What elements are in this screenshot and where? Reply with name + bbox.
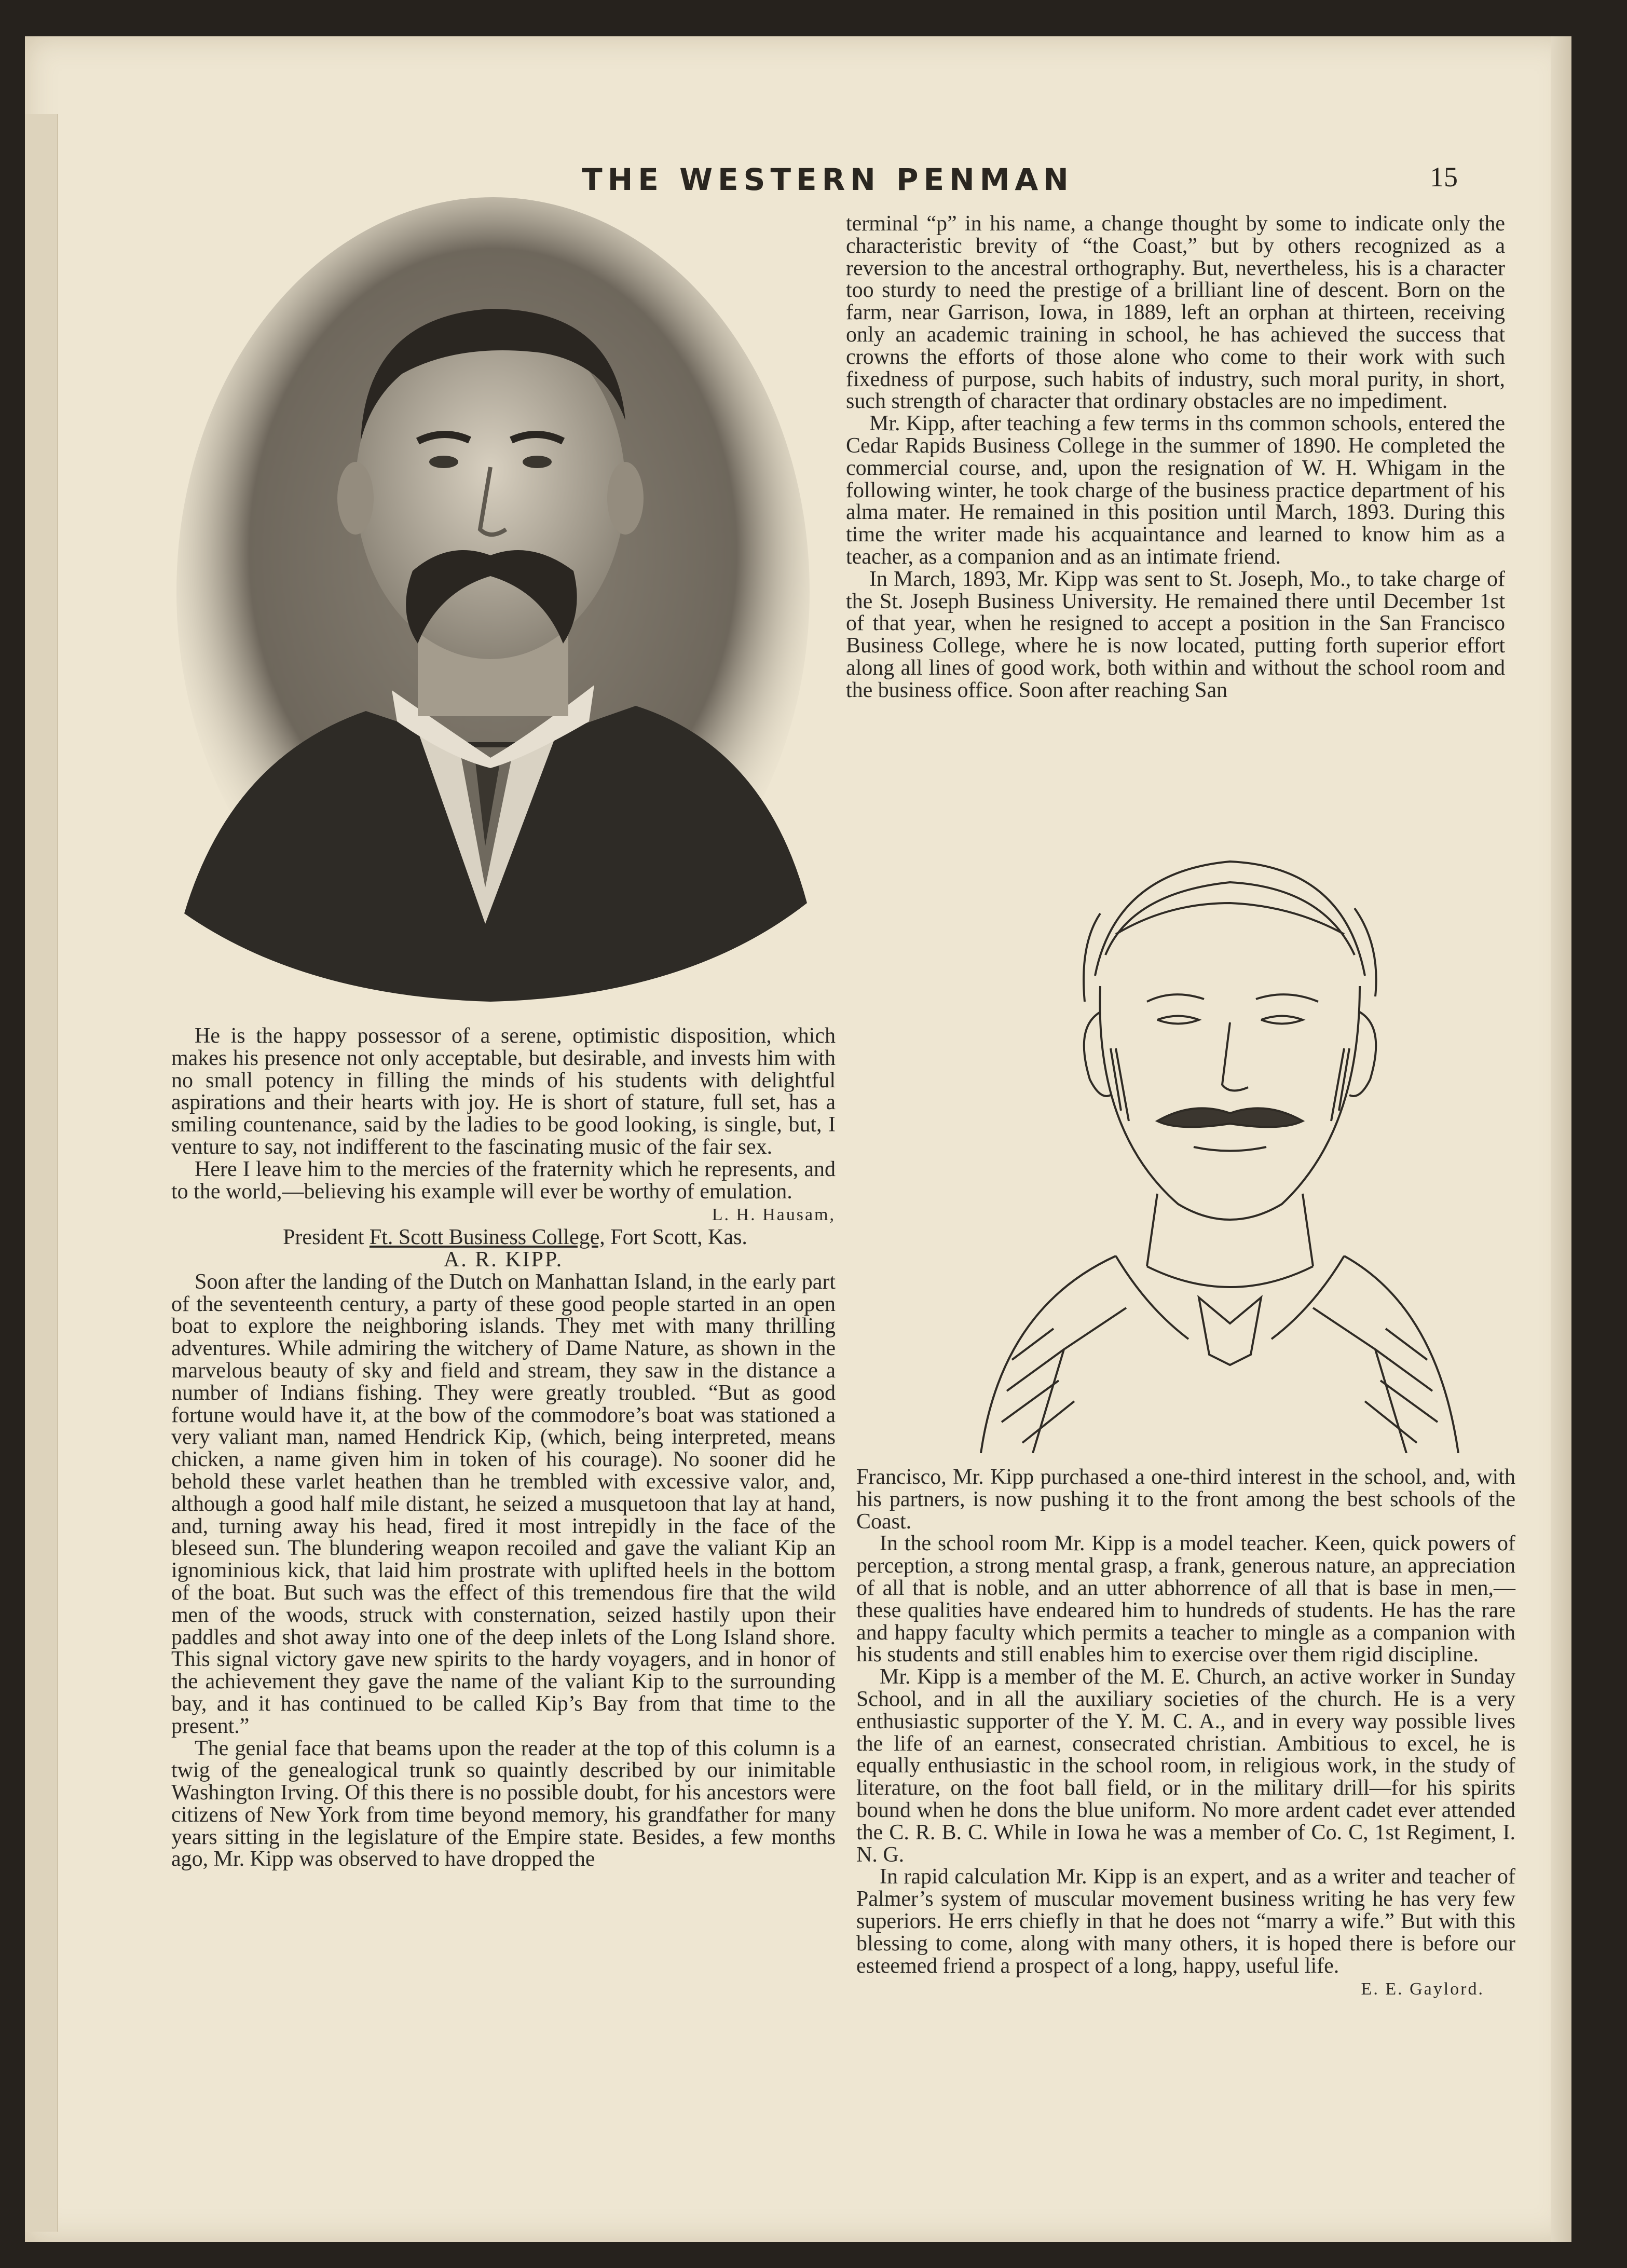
page-edge (1551, 36, 1571, 2242)
body-paragraph: In rapid calculation Mr. Kipp is an expert, and as a writer and teacher of Palmer’s system of muscular movement business writing he has very few superiors. He errs chiefly in that he does not “marry a wife.” But with this blessing to come, along with many others, it is hoped there is before our esteemed friend a prospect of a long, happy, useful life. (856, 1865, 1515, 1978)
body-paragraph: Mr. Kipp, after teaching a few terms in ths common schools, entered the Cedar Rapids Business College in the summer of 1890. He completed the commercial course, and, upon the resignation of W. H. Whigam in the following winter, he took charge of the business practice department of his alma mater. He remained in this position until March, 1893. During this time the writer made his acquaintance and learned to know him as a teacher, as a companion and as an intimate friend. (846, 412, 1505, 569)
body-paragraph: The genial face that beams upon the reader at the top of this column is a twig of the genealogical trunk so quaintly described by our inimitable Washington Irving. Of this there is no possible doubt, for his ancestors were citizens of New York from time beyond memory, his grandfather for many years sitting in the legislature of the Empire state. Besides, a few months ago, Mr. Kipp was observed to have dropped the (171, 1736, 836, 1871)
binding-margin (25, 114, 58, 2232)
body-paragraph: Here I leave him to the mercies of the fraternity which he represents, and to the world,—believing his example will ever be worthy of emulation. (171, 1157, 836, 1204)
body-paragraph: Soon after the landing of the Dutch on Manhattan Island, in the early part of the seventeenth century, a party of these good people started in an open boat to explore the neighboring islands. They met with many thrilling adventures. While admiring the witchery of Dame Nature, as shown in the marvelous beauty of sky and field and stream, they saw in the distance a number of Indians fishing. They were greatly troubled. “But as good fortune would have it, at the bow of the commodore’s boat was stationed a very valiant man, named Hendrick Kip, (which, being interpreted, means chicken, a name given him in token of his courage). No sooner did he behold these varlet heathen than he trembled with excessive valor, and, although a good half mile distant, he seized a musquetoon that lay at hand, and, turning away his head, fired it most intrepidly in the face of the bleseed sun. The blundering weapon recoiled and gave the valiant Kip an ignominious kick, that laid him prostrate with uplifted heels in the bottom of the boat. But such was the effect of this tremendous fire that the wild men of the woods, struck with consternation, seized hastily upon their paddles and shot away into one of the deep inlets of the Long Island shore. This signal victory gave new spirits to the hardy voyagers, and in honor of the achievement they gave the name of the valiant Kip to the surrounding bay, and it has continued to be called Kip’s Bay from that time to the present.” (171, 1269, 836, 1738)
left-column (171, 1025, 836, 1870)
author-affiliation: President Ft. Scott Business College, Fort Scott, Kas. (283, 1225, 747, 1250)
page-number: 15 (1430, 161, 1458, 193)
body-paragraph: Francisco, Mr. Kipp purchased a one-third interest in the school, and, with his partners, is now pushing it to the front among the best schools of the Coast. (856, 1465, 1515, 1534)
author-signature: E. E. Gaylord. (1361, 1979, 1484, 1999)
kipp-portrait-sketch (960, 841, 1479, 1453)
hausam-portrait-photo (169, 197, 817, 1007)
author-signature: L. H. Hausam, (712, 1205, 836, 1225)
body-paragraph: terminal “p” in his name, a change thought by some to indicate only the characteristic brevity of “the Coast,” but by others recognized as a reversion to the ancestral orthography. But, nevertheless, his is a character too sturdy to need the prestige of a brilliant line of descent. Born on the farm, near Garrison, Iowa, in 1889, left an orphan at thirteen, receiving only an academic training in school, he has achieved the success that crowns the efforts of those alone who come to their work with such fixedness of purpose, such habits of industry, such moral purity, in short, such strength of character that ordinary obstacles are no impediment. (846, 212, 1505, 414)
masthead: THE WESTERN PENMAN (582, 162, 1074, 197)
body-paragraph: In March, 1893, Mr. Kipp was sent to St. Joseph, Mo., to take charge of the St. Joseph Business University. He remained there until December 1st of that year, when he resigned to accept a position in the San Francisco Business College, where he is now located, putting forth superior effort along all lines of good work, both within and without the school room and the business office. Soon after reaching San (846, 567, 1505, 702)
right-column-top (846, 213, 1505, 702)
right-column-bottom (856, 1466, 1515, 2001)
body-paragraph: Mr. Kipp is a member of the M. E. Church, an active worker in Sunday School, and in all the auxiliary societies of the church. He is a very enthusiastic supporter of the Y. M. C. A., and in every way possible lives the life of an earnest, consecrated christian. Ambitious to excel, he is equally enthusiastic in the school room, in religious work, in the study of literature, on the foot ball field, or in the military drill—for his spirits bound when he dons the blue uniform. No more ardent cadet ever attended the C. R. B. C. While in Iowa he was a member of Co. C, 1st Regiment, I. N. G. (856, 1665, 1515, 1867)
body-paragraph: He is the happy possessor of a serene, optimistic disposition, which makes his presence not only acceptable, but desirable, and invests him with no small potency in filling the minds of his students with delightful aspirations and their hearts with joy. He is short of stature, full set, has a smiling countenance, said by the ladies to be good looking, is single, but, I venture to say, not indifferent to the fascinating music of the fair sex. (171, 1024, 836, 1159)
article-title: A. R. KIPP. (443, 1247, 564, 1272)
body-paragraph: In the school room Mr. Kipp is a model teacher. Keen, quick powers of perception, a strong mental grasp, a frank, generous nature, an appreciation of all that is noble, and an utter abhorrence of all that is base in men,—these qualities have endeared him to hundreds of students. He has the rare and happy faculty which permits a teacher to mingle as a companion with his students and still enables him to exercise over them rigid discipline. (856, 1532, 1515, 1667)
